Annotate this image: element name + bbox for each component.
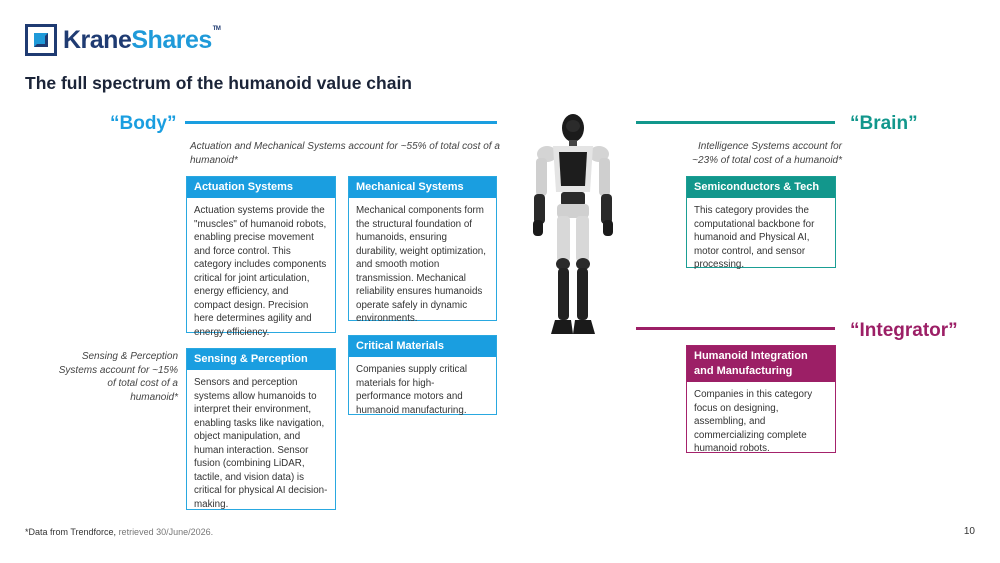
card-title: Actuation Systems xyxy=(187,177,335,198)
logo-tm: TM xyxy=(212,25,221,32)
critical-materials-card xyxy=(348,335,497,415)
body-rule xyxy=(185,121,497,124)
brain-heading: “Brain” xyxy=(850,113,918,134)
footnote-source: *Data from Trendforce, xyxy=(25,527,117,537)
sensing-perception-card xyxy=(186,348,336,510)
footnote xyxy=(25,527,213,537)
kraneshares-logo-icon xyxy=(25,24,57,56)
body-heading: “Body” xyxy=(110,113,177,134)
logo-text-krane: Krane xyxy=(63,25,132,54)
mechanical-systems-card xyxy=(348,176,497,324)
intelligence-cost-note: Intelligence Systems account for ~23% of total cost of a humanoid* xyxy=(692,141,842,166)
integrator-heading: “Integrator” xyxy=(850,320,958,341)
integrator-rule xyxy=(636,327,835,330)
card-body: This category provides the computational backbone for humanoid and Physical AI, motor control, and sensor processing. xyxy=(694,205,815,270)
humanoid-integration-card xyxy=(686,345,836,453)
kraneshares-logo xyxy=(25,23,220,57)
logo-text-shares: Shares xyxy=(131,25,212,54)
card-body: Companies supply critical materials for high-performance motors and humanoid manufacturing. xyxy=(356,364,468,416)
logo-wordmark xyxy=(63,26,220,55)
card-title: Semiconductors & Tech xyxy=(687,177,835,198)
card-title: Mechanical Systems xyxy=(349,177,496,198)
humanoid-robot-image xyxy=(523,108,623,348)
sensing-cost-note: Sensing & Perception Systems account for ~15% of total cost of a humanoid* xyxy=(58,351,178,403)
page-number: 10 xyxy=(963,526,975,537)
card-body: Companies in this category focus on designing, assembling, and commercializing complete humanoid robots. xyxy=(694,389,813,454)
actuation-mechanical-cost-note: Actuation and Mechanical Systems account for ~55% of total cost of a humanoid* xyxy=(190,141,500,166)
footnote-date: retrieved 30/June/2026. xyxy=(118,527,214,537)
actuation-systems-card xyxy=(186,176,336,338)
card-title: Critical Materials xyxy=(349,336,496,357)
page-title: The full spectrum of the humanoid value chain xyxy=(25,73,412,93)
card-title: Sensing & Perception xyxy=(187,349,335,370)
card-body: Mechanical components form the structural foundation of humanoids, ensuring durability, weight optimization, and smooth motion transmission. Mechanical reliability ensures humanoids operate safely in dynamic environments. xyxy=(356,205,486,324)
card-body: Sensors and perception systems allow humanoids to interpret their environment, enabling tasks like navigation, object manipulation, and human interaction. Sensor fusion (combining LiDAR, tactile, and vision data) is critical for physical AI decision-making. xyxy=(194,377,328,510)
card-body: Actuation systems provide the "muscles" of humanoid robots, enabling precise movement and force control. This category includes components critical for joint articulation, energy efficiency, and compact design. Precision here determines agility and energy efficiency. xyxy=(194,205,327,338)
semiconductors-tech-card xyxy=(686,176,836,268)
card-title: Humanoid Integration and Manufacturing xyxy=(687,346,835,382)
brain-rule xyxy=(636,121,835,124)
